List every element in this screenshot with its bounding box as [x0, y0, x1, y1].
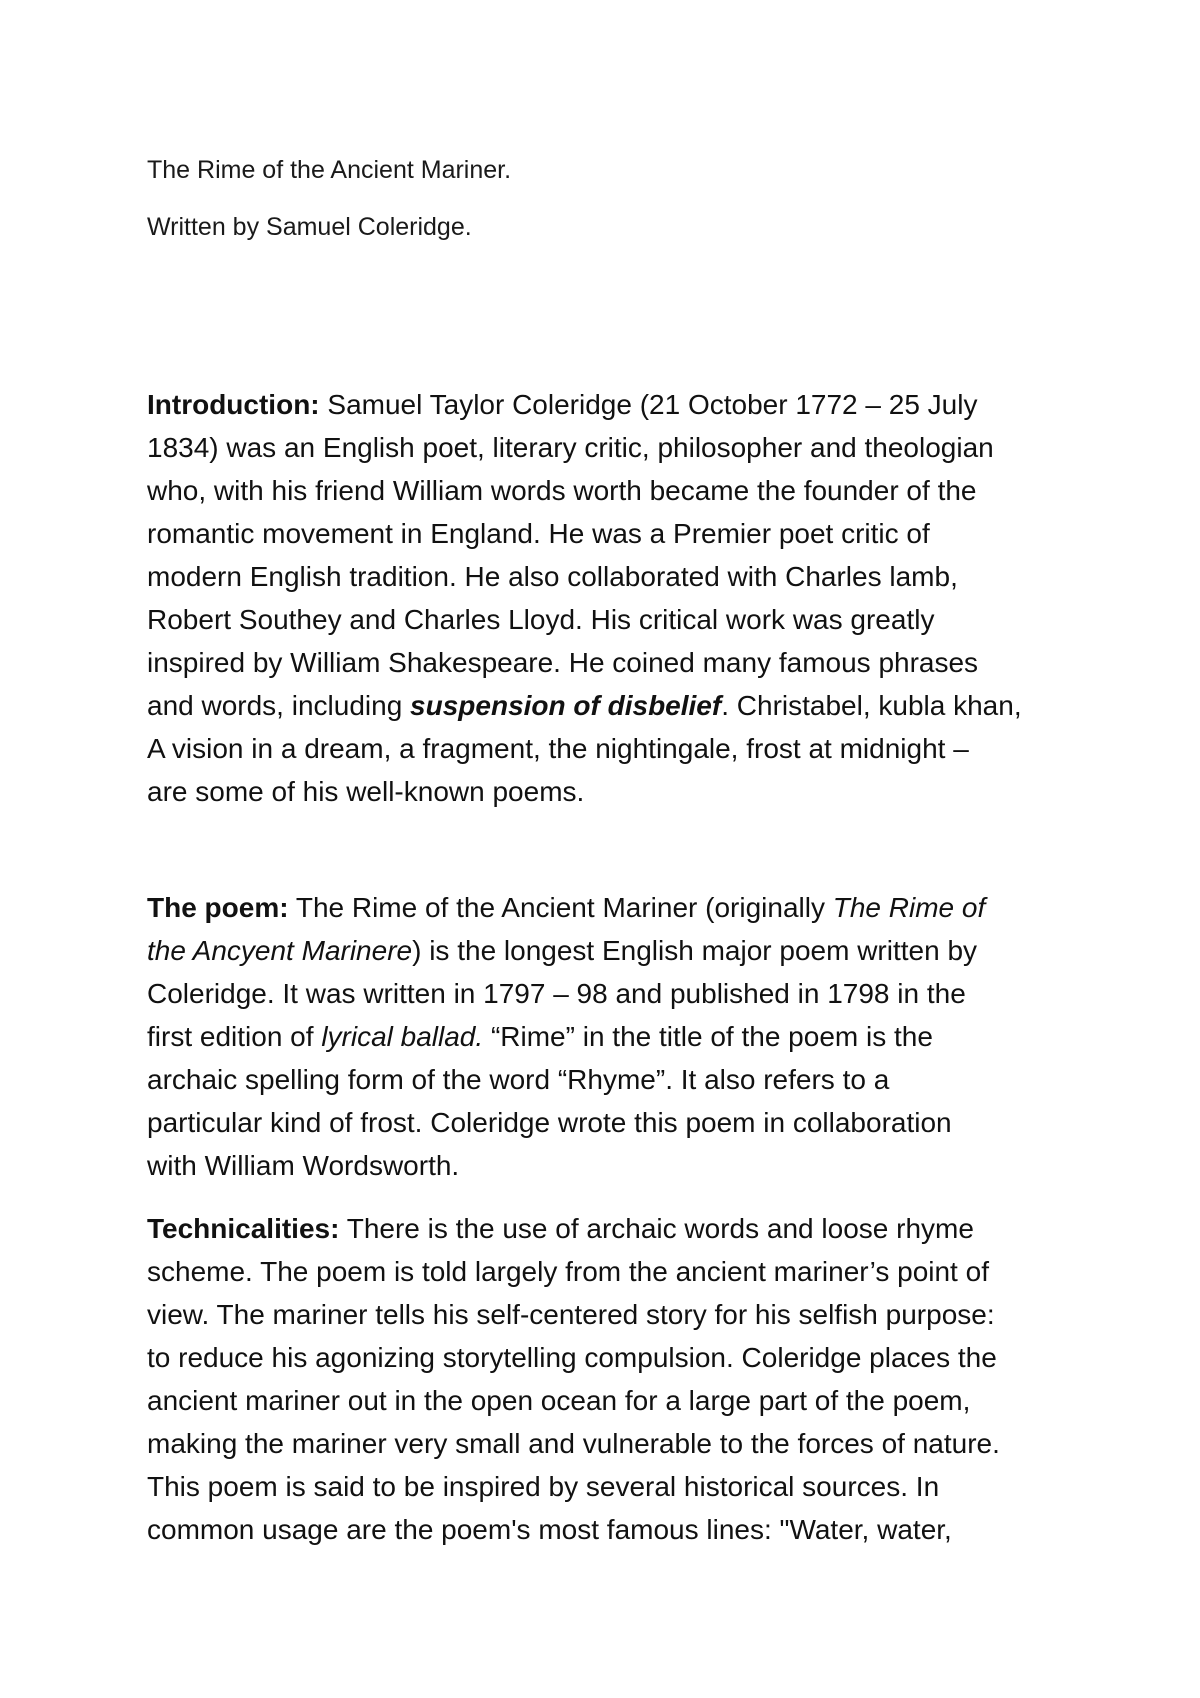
- text-run: and words, including: [147, 690, 411, 721]
- technicalities-paragraph: [147, 1207, 1077, 1551]
- text-line: are some of his well-known poems.: [147, 776, 585, 807]
- text-line: archaic spelling form of the word “Rhyme”. It also refers to a: [147, 1064, 890, 1095]
- italic-title: The Rime of: [832, 892, 986, 923]
- text-run: There is the use of archaic words and loose rhyme: [339, 1213, 974, 1244]
- text-line: Coleridge. It was written in 1797 – 98 and published in 1798 in the: [147, 978, 966, 1009]
- text-line: [147, 684, 1077, 727]
- text-line: making the mariner very small and vulnerable to the forces of nature.: [147, 1428, 1000, 1459]
- text-line: with William Wordsworth.: [147, 1150, 460, 1181]
- text-line: [147, 886, 1077, 929]
- text-line: [147, 383, 1077, 426]
- text-line: common usage are the poem's most famous lines: "Water, water,: [147, 1514, 952, 1545]
- text-line: inspired by William Shakespeare. He coined many famous phrases: [147, 647, 979, 678]
- text-line: romantic movement in England. He was a Premier poet critic of: [147, 518, 930, 549]
- emphasized-phrase: suspension of disbelief: [410, 690, 722, 721]
- text-line: who, with his friend William words worth became the founder of the: [147, 475, 977, 506]
- text-line: particular kind of frost. Coleridge wrote this poem in collaboration: [147, 1107, 952, 1138]
- poem-paragraph: [147, 886, 1077, 1187]
- text-line: modern English tradition. He also collaborated with Charles lamb,: [147, 561, 958, 592]
- text-line: [147, 929, 1077, 972]
- text-line: Robert Southey and Charles Lloyd. His critical work was greatly: [147, 604, 935, 635]
- text-run: The Rime of the Ancient Mariner (originally: [288, 892, 833, 923]
- text-line: This poem is said to be inspired by several historical sources. In: [147, 1471, 940, 1502]
- text-run: “Rime” in the title of the poem is the: [483, 1021, 933, 1052]
- technicalities-heading: Technicalities:: [147, 1213, 340, 1244]
- author-byline: Written by Samuel Coleridge.: [147, 213, 472, 241]
- introduction-heading: Introduction:: [147, 389, 320, 420]
- italic-title: the Ancyent Marinere: [147, 935, 413, 966]
- introduction-paragraph: [147, 383, 1077, 813]
- italic-title: lyrical ballad.: [321, 1021, 484, 1052]
- text-line: [147, 1207, 1077, 1250]
- text-line: 1834) was an English poet, literary critic, philosopher and theologian: [147, 432, 994, 463]
- text-line: to reduce his agonizing storytelling compulsion. Coleridge places the: [147, 1342, 997, 1373]
- text-run: Samuel Taylor Coleridge (21 October 1772 – 25 July: [319, 389, 978, 420]
- text-run: ) is the longest English major poem written by: [412, 935, 978, 966]
- text-line: ancient mariner out in the open ocean for a large part of the poem,: [147, 1385, 971, 1416]
- text-run: . Christabel, kubla khan,: [721, 690, 1022, 721]
- poem-heading: The poem:: [147, 892, 289, 923]
- document-title: The Rime of the Ancient Mariner.: [147, 156, 512, 184]
- text-line: view. The mariner tells his self-centered story for his selfish purpose:: [147, 1299, 995, 1330]
- text-line: [147, 1015, 1077, 1058]
- text-line: scheme. The poem is told largely from the ancient mariner’s point of: [147, 1256, 989, 1287]
- text-line: A vision in a dream, a fragment, the nightingale, frost at midnight –: [147, 733, 969, 764]
- text-run: first edition of: [147, 1021, 322, 1052]
